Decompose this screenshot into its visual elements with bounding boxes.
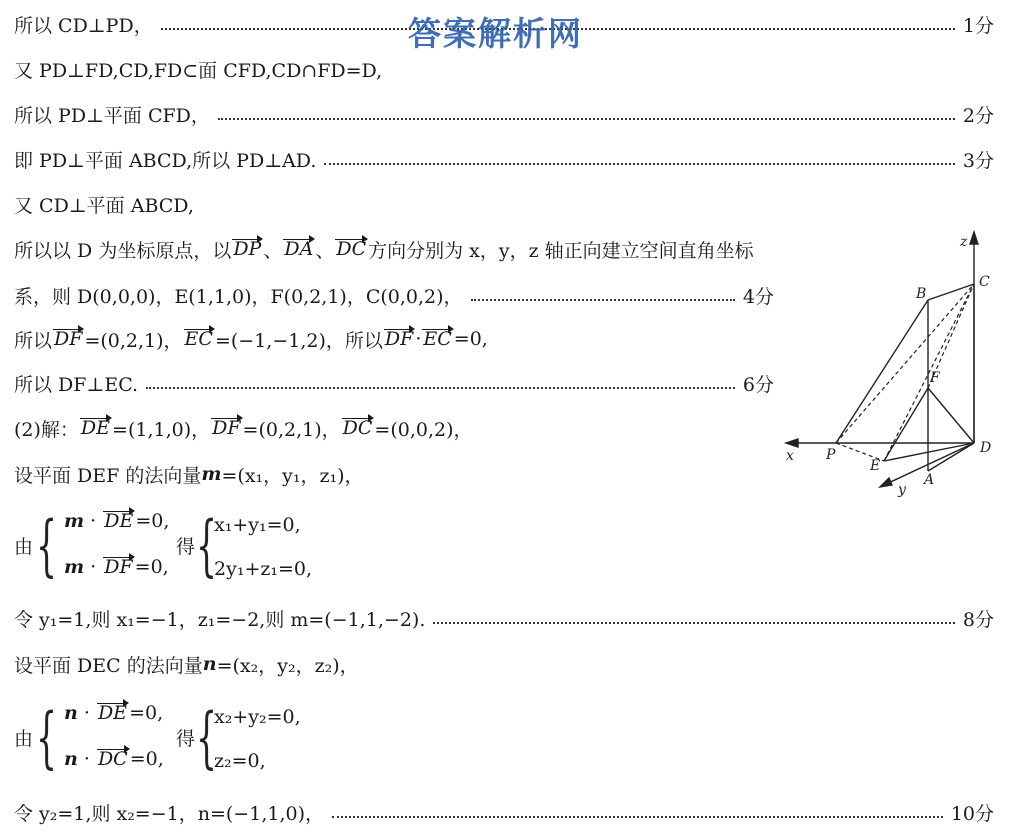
y-arrow-icon xyxy=(880,478,892,487)
step-text: 所以 DF⊥EC. xyxy=(14,373,139,396)
score-label: 4分 xyxy=(742,285,774,308)
separator: 、 xyxy=(315,239,335,262)
vector-n: n xyxy=(64,748,78,770)
label-b: B xyxy=(916,286,927,302)
vector-ec: EC xyxy=(423,328,452,350)
score-label: 2分 xyxy=(962,104,994,127)
step-text: 又 CD⊥平面 ABCD, xyxy=(14,194,194,217)
step-text: 系，则 D(0,0,0)，E(1,1,0)，F(0,2,1)，C(0,0,2)， xyxy=(14,285,463,308)
equation-system-2 xyxy=(14,700,414,776)
vector-df: DF xyxy=(54,328,83,350)
dot-operator: · xyxy=(84,510,103,532)
label-d: D xyxy=(980,440,992,456)
edge-pb xyxy=(836,300,928,443)
label-a: A xyxy=(924,472,935,488)
step-line-11 xyxy=(14,460,364,488)
score-label: 1分 xyxy=(962,14,994,37)
left-brace: { xyxy=(36,507,57,584)
left-brace: { xyxy=(196,699,217,776)
equals-zero: =0, xyxy=(135,510,170,532)
left-brace: { xyxy=(196,507,217,584)
vector-dc: DC xyxy=(97,748,128,770)
label-x: x xyxy=(786,448,794,464)
dot-operator: · xyxy=(415,328,422,350)
step-line-12 xyxy=(14,604,994,632)
vector-df: DF xyxy=(104,556,133,578)
separator: 、 xyxy=(263,239,283,262)
score-label: 10分 xyxy=(950,802,994,825)
step-line-7 xyxy=(14,281,774,309)
step-line-13 xyxy=(14,650,359,678)
step-line-4 xyxy=(14,145,994,173)
step-text-post: =0, xyxy=(453,328,488,350)
label-e: E xyxy=(870,458,881,474)
label-z: z xyxy=(960,234,968,250)
normal-vector-n: n xyxy=(202,653,217,675)
left-brace: { xyxy=(36,699,57,776)
step-text-pre: 设平面 DEC 的法向量 xyxy=(14,654,203,677)
vector-ec: EC xyxy=(184,328,213,350)
z-arrow-icon xyxy=(970,232,978,244)
vector-dc: DC xyxy=(336,238,367,260)
equals-zero: =0, xyxy=(129,748,164,770)
step-text-pre: 所以 xyxy=(14,329,53,352)
score-label: 3分 xyxy=(962,149,994,172)
step-text: 即 PD⊥平面 ABCD,所以 PD⊥AD. xyxy=(14,149,317,172)
system-row xyxy=(64,510,169,532)
step-text-mid: =(1,1,0)， xyxy=(112,418,211,441)
vector-dp: DP xyxy=(233,238,262,260)
step-text: 所以 CD⊥PD， xyxy=(14,14,153,37)
system-row xyxy=(64,556,169,578)
step-text-post: =(x₁，y₁，z₁)， xyxy=(221,464,364,487)
you-label: 由 xyxy=(14,728,34,750)
step-line-5 xyxy=(14,190,194,218)
step-text: 令 y₁=1,则 x₁=−1，z₁=−2,则 m=(−1,1,−2). xyxy=(14,608,426,631)
equals-zero: =0, xyxy=(134,556,169,578)
step-line-9 xyxy=(14,369,774,397)
step-line-8 xyxy=(14,325,488,353)
x-arrow-icon xyxy=(786,439,798,447)
step-line-14 xyxy=(14,798,994,826)
vector-de: DE xyxy=(97,702,128,724)
solution-row: x₁+y₁=0, xyxy=(214,514,301,536)
label-y: y xyxy=(898,482,906,498)
step-text: 所以 PD⊥平面 CFD， xyxy=(14,104,210,127)
edge-fd xyxy=(928,388,974,443)
step-text-pre: (2)解： xyxy=(14,418,79,441)
system-row xyxy=(64,702,163,724)
vector-df: DF xyxy=(212,417,241,439)
system-row xyxy=(64,748,164,770)
step-text-mid: =(0,2,1)， xyxy=(84,329,183,352)
step-text-mid: =(0,2,1)， xyxy=(242,418,341,441)
step-line-6 xyxy=(14,235,754,263)
dot-leader xyxy=(324,162,955,165)
edge-ef xyxy=(884,388,928,461)
watermark: 答案解析网 xyxy=(408,14,583,53)
dot-operator: · xyxy=(77,748,96,770)
dot-leader xyxy=(332,815,943,818)
step-text-post: 方向分别为 x，y，z 轴正向建立空间直角坐标 xyxy=(368,239,754,262)
step-line-3 xyxy=(14,100,994,128)
label-c: C xyxy=(979,274,990,290)
solution-row: x₂+y₂=0, xyxy=(214,706,301,728)
vector-df: DF xyxy=(384,328,414,350)
label-p: P xyxy=(826,447,836,463)
vector-dc: DC xyxy=(342,417,373,439)
equals-zero: =0, xyxy=(129,702,164,724)
dot-operator: · xyxy=(77,702,96,724)
step-text: 令 y₂=1,则 x₂=−1，n=(−1,1,0)， xyxy=(14,802,324,825)
step-line-10 xyxy=(14,414,473,442)
vector-m: m xyxy=(64,510,85,532)
step-text-mid: =(−1,−1,2)，所以 xyxy=(214,329,383,352)
score-label: 6分 xyxy=(742,373,774,396)
step-line-2 xyxy=(14,55,382,83)
dot-leader xyxy=(218,117,955,120)
de-label: 得 xyxy=(176,536,196,558)
step-text-pre: 设平面 DEF 的法向量 xyxy=(14,464,202,487)
equation-system-1 xyxy=(14,508,414,584)
you-label: 由 xyxy=(14,536,34,558)
vector-n: n xyxy=(64,702,78,724)
dot-leader xyxy=(146,386,735,389)
de-label: 得 xyxy=(176,728,196,750)
vector-de: DE xyxy=(80,417,111,439)
step-text-post: =(x₂，y₂，z₂)， xyxy=(216,654,359,677)
vector-de: DE xyxy=(104,510,134,532)
solution-row: z₂=0, xyxy=(214,750,266,772)
vector-da: DA xyxy=(284,238,314,260)
dot-operator: · xyxy=(84,556,103,578)
normal-vector-m: m xyxy=(201,463,222,485)
geometry-figure xyxy=(778,228,1000,498)
step-text: 又 PD⊥FD,CD,FD⊂面 CFD,CD∩FD=D, xyxy=(14,59,383,82)
score-label: 8分 xyxy=(962,608,994,631)
solution-row: 2y₁+z₁=0, xyxy=(214,558,313,580)
label-f: F xyxy=(930,370,940,386)
dot-leader xyxy=(471,298,735,301)
dot-leader xyxy=(433,621,955,624)
vector-m: m xyxy=(64,556,85,578)
step-text-pre: 所以以 D 为坐标原点，以 xyxy=(14,239,232,262)
step-text-post: =(0,0,2)， xyxy=(374,418,473,441)
